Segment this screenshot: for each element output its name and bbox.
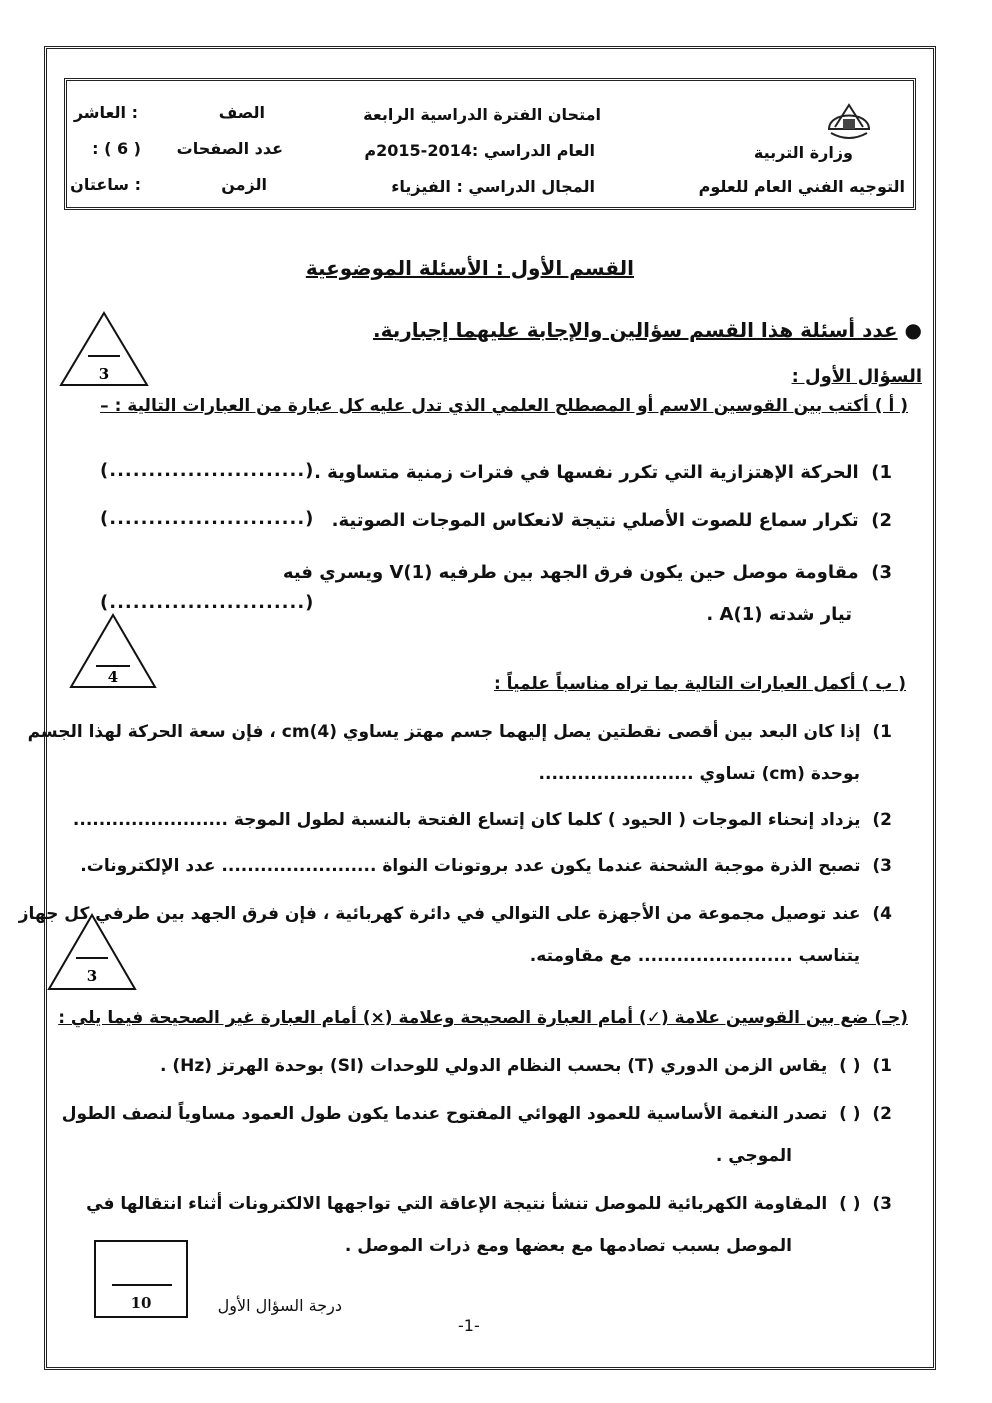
grade-label: الصف [218,103,265,122]
score-value-c: 3 [86,967,98,985]
answer-parentheses[interactable]: ( ) [839,1104,861,1124]
answer-parentheses[interactable]: ( ) [839,1056,861,1076]
part-b-item-1 [28,722,892,742]
grade-box [94,1240,188,1318]
subject-field: المجال الدراسي : الفيزياء [391,177,595,196]
item-text: المقاومة الكهربائية للموصل تنشأ نتيجة الإعاقة التي تواجهها الالكترونات أثناء انتقالها في [86,1194,828,1214]
part-c-item-1 [160,1056,892,1076]
section-title: القسم الأول : الأسئلة الموضوعية [305,256,634,280]
grade-box-line [112,1284,172,1286]
directorate-name: التوجيه الفني العام للعلوم [698,177,905,196]
item-text: إذا كان البعد بين أقصى نقطتين يصل إليهما جسم مهتز يساوي (4)cm ، فإن سعة الحركة لهذا الجسم [27,722,861,742]
answer-blank[interactable]: (.........................) [100,460,315,481]
part-a-item-2 [332,510,892,531]
score-triangle-a [58,310,150,388]
pages-value: : ( 6 ) [92,139,141,158]
item-text-continuation: الموجي . [715,1146,792,1166]
item-text: يقاس الزمن الدوري (T) بحسب النظام الدولي للوحدات (SI) بوحدة الهرتز (Hz) . [160,1056,828,1076]
page-border [44,46,936,1370]
intro-text: عدد أسئلة هذا القسم سؤالين والإجابة عليهما إجبارية. [373,318,898,342]
bullet-icon: ● [897,318,922,342]
part-b-item-2 [73,810,892,830]
part-b-instruction: ( ب ) أكمل العبارات التالية بما تراه مناسباً علمياً : [493,674,906,694]
item-text: تصدر النغمة الأساسية للعمود الهوائي المفتوح عندما يكون طول العمود مساوياً لنصف الطول [61,1104,828,1124]
pages-label: عدد الصفحات [176,139,283,158]
item-text: يزداد إنحناء الموجات ( الحيود ) كلما كان إتساع الفتحة بالنسبة لطول الموجة ........................ [72,810,861,830]
item-number: 2) [871,510,892,531]
item-number: 2) [872,1104,892,1124]
item-text: تكرار سماع للصوت الأصلي نتيجة لانعكاس الموجات الصوتية. [331,510,859,531]
section-intro [373,318,922,342]
part-c-item-2 [62,1104,892,1124]
item-text-continuation: الموصل بسبب تصادمها مع بعضها ومع ذرات الموصل . [344,1236,792,1256]
ministry-emblem-icon [825,99,873,143]
item-text-continuation: يتناسب ........................ مع مقاومته. [529,946,860,966]
item-number: 3) [871,562,892,583]
item-number: 3) [872,856,892,876]
item-text: تصبح الذرة موجبة الشحنة عندما يكون عدد بروتونات النواة ........................ عدد الإلكترونات. [80,856,861,876]
item-number: 4) [872,904,892,924]
item-text-continuation: بوحدة (cm) تساوي ........................ [538,764,860,784]
item-text-continuation: تيار شدته (1)A . [706,604,852,625]
item-number: 3) [872,1194,892,1214]
academic-year: العام الدراسي :2014-2015م [364,141,595,160]
grade-box-total: 10 [130,1294,152,1312]
page-number: -1- [458,1316,480,1335]
grade-value: : العاشر [73,103,138,122]
item-number: 1) [872,722,892,742]
item-number: 1) [872,1056,892,1076]
part-a-item-3 [283,562,892,583]
ministry-name: وزارة التربية [753,143,853,162]
part-b-item-4 [19,904,892,924]
part-a-item-1 [314,462,892,483]
score-value-a: 3 [98,365,110,383]
item-text: الحركة الإهتزازية التي تكرر نفسها في فترات زمنية متساوية . [314,462,859,483]
question1-label: السؤال الأول : [791,366,922,387]
part-b-item-3 [80,856,892,876]
item-number: 2) [872,810,892,830]
part-c-item-3 [86,1194,892,1214]
exam-header [64,78,916,210]
time-label: الزمن [221,175,267,194]
score-value-b: 4 [107,668,119,686]
score-triangle-b [68,612,158,690]
score-triangle-c [46,912,138,992]
item-text: عند توصيل مجموعة من الأجهزة على التوالي في دائرة كهربائية ، فإن فرق الجهد بين طرفي كل جهاز [18,904,861,924]
answer-blank[interactable]: (.........................) [100,592,315,613]
grade-box-label: درجة السؤال الأول [217,1296,342,1315]
answer-parentheses[interactable]: ( ) [839,1194,861,1214]
part-c-instruction: (جـ) ضع بين القوسين علامة (✓) أمام العبارة الصحيحة وعلامة (×) أمام العبارة غير الصحيحة فيما يلي : [58,1008,908,1028]
exam-title: امتحان الفترة الدراسية الرابعة [363,105,601,124]
item-number: 1) [871,462,892,483]
time-value: : ساعتان [70,175,141,194]
answer-blank[interactable]: (.........................) [100,508,315,529]
part-a-instruction: ( أ ) أكتب بين القوسين الاسم أو المصطلح العلمي الذي تدل عليه كل عبارة من العبارات التالية : – [100,396,908,416]
item-text: مقاومة موصل حين يكون فرق الجهد بين طرفيه (1)V ويسري فيه [282,562,859,583]
